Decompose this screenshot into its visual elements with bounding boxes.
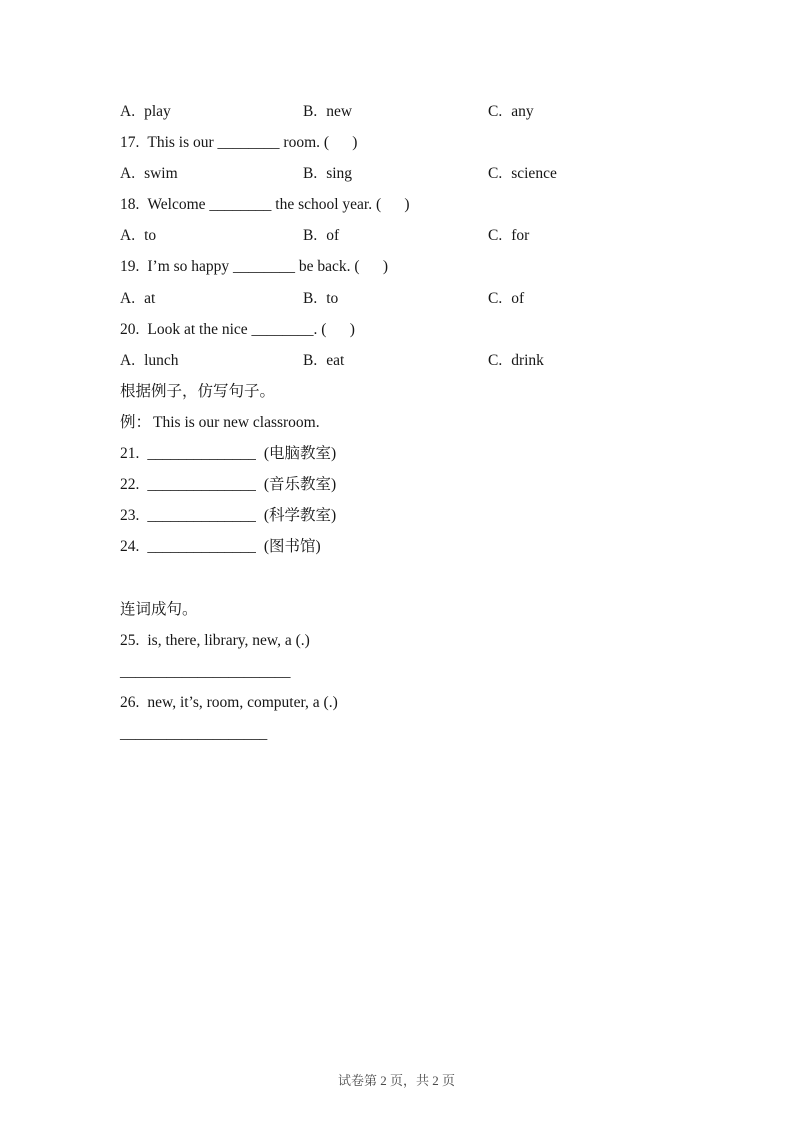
reorder-section-instruction — [120, 594, 676, 625]
question-number: 19. — [120, 258, 140, 276]
option-letter: C. — [488, 165, 503, 183]
hint-text: (音乐教室) — [263, 476, 337, 494]
question-number: 18. — [120, 196, 140, 214]
option-a — [120, 283, 303, 314]
hint-text: (电脑教室) — [263, 445, 337, 463]
option-text: at — [144, 289, 156, 307]
blank-line: ______________ — [147, 538, 256, 556]
option-letter: C. — [488, 103, 503, 120]
option-a — [120, 96, 303, 127]
option-text: of — [511, 289, 525, 307]
item-number: 23. — [120, 507, 140, 525]
reorder-item-26 — [120, 687, 676, 718]
option-letter: C. — [488, 289, 503, 307]
item-text: is, there, library, new, a (.) — [147, 631, 310, 649]
option-text: new — [326, 103, 353, 120]
hint-text: (图书馆) — [263, 538, 321, 556]
option-text: drink — [511, 351, 544, 369]
option-text: science — [511, 165, 557, 183]
blank-row — [120, 562, 676, 593]
option-c — [488, 345, 676, 376]
option-text: to — [144, 227, 157, 245]
blank-line: ______________ — [147, 507, 256, 525]
options-row-18 — [120, 220, 676, 251]
option-letter: C. — [488, 227, 503, 245]
fill-item-23 — [120, 500, 676, 531]
option-text: of — [326, 227, 340, 245]
question-17 — [120, 127, 676, 158]
option-text: sing — [326, 165, 353, 183]
exam-content — [120, 96, 676, 749]
item-number: 24. — [120, 538, 140, 556]
question-stem: This is our ________ room. ( ) — [147, 134, 358, 152]
section-instruction: 根据例子，仿写句子。 — [120, 382, 276, 400]
rewrite-section-instruction — [120, 376, 676, 407]
option-text: lunch — [144, 351, 179, 369]
fill-item-24 — [120, 531, 676, 562]
option-b — [303, 158, 488, 189]
answer-line: ___________________ — [120, 724, 268, 742]
option-letter: B. — [303, 227, 318, 245]
option-c — [488, 158, 676, 189]
item-number: 25. — [120, 631, 140, 649]
item-number: 21. — [120, 445, 140, 463]
options-row-17 — [120, 158, 676, 189]
answer-line-25 — [120, 656, 676, 687]
fill-item-21 — [120, 438, 676, 469]
option-b — [303, 220, 488, 251]
option-letter: A. — [120, 289, 136, 307]
option-c — [488, 220, 676, 251]
blank-line: ______________ — [147, 476, 256, 494]
page-footer: 试卷第 2 页，共 2 页 — [337, 1073, 455, 1088]
options-row-20 — [120, 345, 676, 376]
option-letter: B. — [303, 165, 318, 183]
option-letter: A. — [120, 351, 136, 369]
option-c — [488, 96, 676, 127]
question-20 — [120, 314, 676, 345]
option-letter: B. — [303, 351, 318, 369]
question-stem: I’m so happy ________ be back. ( ) — [147, 258, 389, 276]
option-letter: B. — [303, 289, 318, 307]
question-19 — [120, 251, 676, 282]
item-text: new, it’s, room, computer, a (.) — [147, 693, 338, 711]
option-b — [303, 283, 488, 314]
reorder-item-25 — [120, 625, 676, 656]
section-instruction: 连词成句。 — [120, 600, 198, 618]
option-c — [488, 283, 676, 314]
option-a — [120, 220, 303, 251]
options-row-16 — [120, 96, 676, 127]
question-number: 20. — [120, 320, 140, 338]
answer-line: ______________________ — [120, 662, 291, 680]
item-number: 26. — [120, 693, 140, 711]
hint-text: (科学教室) — [263, 507, 337, 525]
option-b — [303, 96, 488, 127]
question-stem: Look at the nice ________. ( ) — [147, 320, 355, 338]
question-stem: Welcome ________ the school year. ( ) — [147, 196, 410, 214]
option-text: play — [144, 103, 171, 120]
option-letter: A. — [120, 103, 136, 120]
example-line — [120, 407, 676, 438]
option-text: for — [511, 227, 530, 245]
option-text: eat — [326, 351, 345, 369]
question-18 — [120, 189, 676, 220]
blank-line: ______________ — [147, 445, 256, 463]
option-b — [303, 345, 488, 376]
option-a — [120, 345, 303, 376]
option-letter: B. — [303, 103, 318, 120]
answer-line-26 — [120, 718, 676, 749]
example-label: 例： — [120, 413, 152, 431]
option-text: any — [511, 103, 534, 120]
options-row-19 — [120, 283, 676, 314]
item-number: 22. — [120, 476, 140, 494]
option-letter: A. — [120, 165, 136, 183]
example-text: This is our new classroom. — [153, 413, 320, 431]
fill-item-22 — [120, 469, 676, 500]
question-number: 17. — [120, 134, 140, 152]
option-a — [120, 158, 303, 189]
option-text: swim — [144, 165, 178, 183]
option-text: to — [326, 289, 339, 307]
option-letter: C. — [488, 351, 503, 369]
option-letter: A. — [120, 227, 136, 245]
